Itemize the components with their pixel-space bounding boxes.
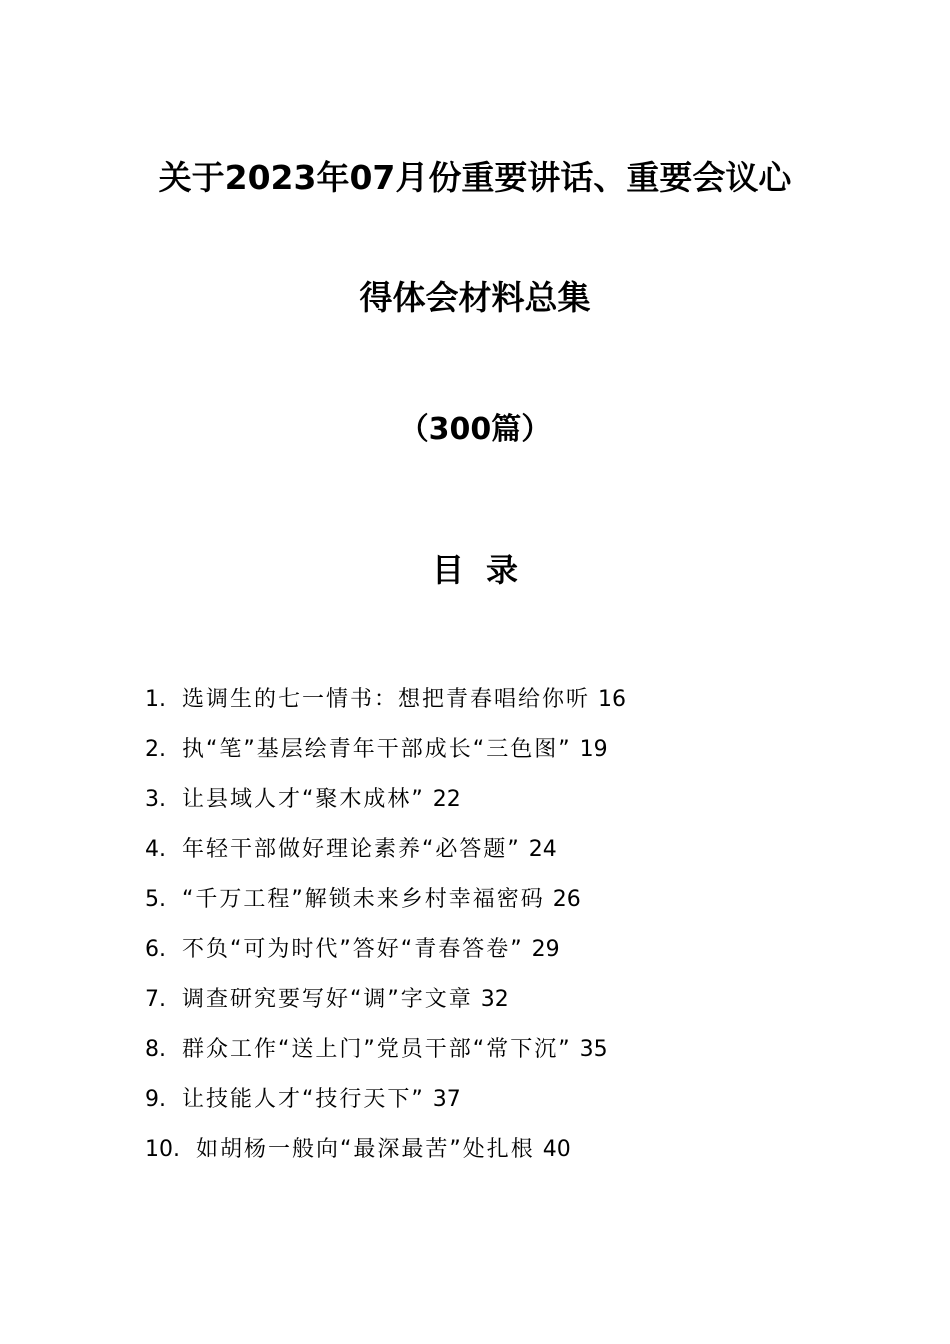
toc-item-title: 执“笔”基层绘青年干部成长“三色图” <box>182 737 572 762</box>
toc-item-title: 让县域人才“聚木成林” <box>182 787 425 812</box>
document-title-line-2: 得体会材料总集 <box>359 278 591 317</box>
document-title-line-1: 关于2023年07月份重要讲话、重要会议心 <box>158 158 792 197</box>
toc-item[interactable] <box>145 780 845 830</box>
article-count: （300篇） <box>398 412 552 447</box>
toc-item-page: 37 <box>432 1087 461 1112</box>
toc-item-title: “千万工程”解锁未来乡村幸福密码 <box>182 887 545 912</box>
toc-item-page: 22 <box>432 787 461 812</box>
toc-item[interactable] <box>145 880 845 930</box>
toc-heading: 目录 <box>431 551 540 589</box>
toc-item-page: 26 <box>552 887 581 912</box>
toc-item-title: 调查研究要写好“调”字文章 <box>182 987 473 1012</box>
toc-item-page: 24 <box>528 837 557 862</box>
toc-item-number: 3. <box>145 787 166 812</box>
toc-item-number: 10. <box>145 1137 180 1162</box>
toc-item-number: 9. <box>145 1087 166 1112</box>
toc-item-title: 如胡杨一般向“最深最苦”处扎根 <box>196 1137 535 1162</box>
table-of-contents <box>145 680 845 1180</box>
toc-item-number: 4. <box>145 837 166 862</box>
toc-item[interactable] <box>145 1080 845 1130</box>
toc-item[interactable] <box>145 1130 845 1180</box>
toc-item-page: 16 <box>598 687 627 712</box>
toc-item-title: 让技能人才“技行天下” <box>182 1087 425 1112</box>
toc-item-page: 29 <box>531 937 560 962</box>
toc-item[interactable] <box>145 730 845 780</box>
toc-item-page: 35 <box>579 1037 608 1062</box>
toc-item-title: 选调生的七一情书：想把青春唱给你听 <box>182 687 591 712</box>
toc-item[interactable] <box>145 930 845 980</box>
toc-item-number: 1. <box>145 687 166 712</box>
toc-item[interactable] <box>145 680 845 730</box>
toc-item-title: 年轻干部做好理论素养“必答题” <box>182 837 521 862</box>
toc-item-page: 19 <box>579 737 608 762</box>
toc-item-number: 7. <box>145 987 166 1012</box>
toc-item-number: 2. <box>145 737 166 762</box>
toc-item-page: 40 <box>542 1137 571 1162</box>
toc-item-number: 5. <box>145 887 166 912</box>
toc-item-number: 8. <box>145 1037 166 1062</box>
toc-item-page: 32 <box>480 987 509 1012</box>
toc-item[interactable] <box>145 980 845 1030</box>
toc-item-number: 6. <box>145 937 166 962</box>
toc-item-title: 不负“可为时代”答好“青春答卷” <box>182 937 524 962</box>
toc-item-title: 群众工作“送上门”党员干部“常下沉” <box>182 1037 572 1062</box>
toc-item[interactable] <box>145 830 845 880</box>
toc-item[interactable] <box>145 1030 845 1080</box>
